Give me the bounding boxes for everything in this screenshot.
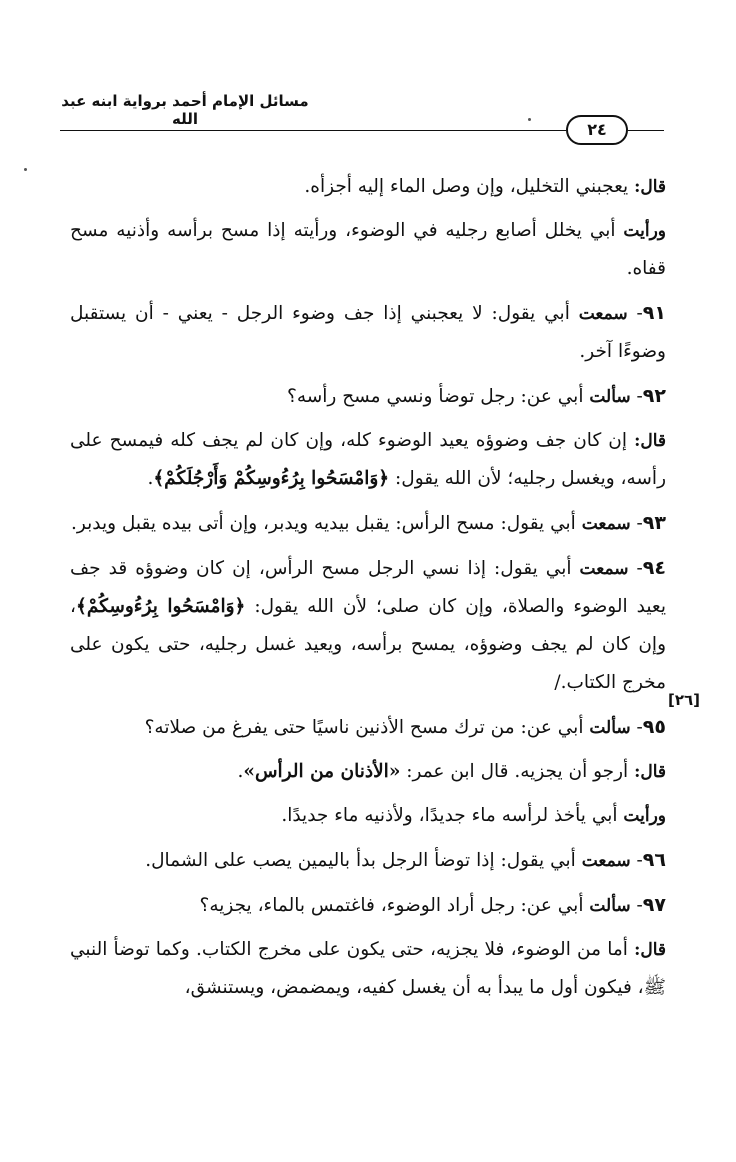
margin-page-reference: [٢٦] (668, 691, 701, 709)
quran-quote: ﴿وَامْسَحُوا بِرُءُوسِكُمْ﴾ (75, 596, 246, 617)
item-number: ٩٥ (642, 716, 666, 738)
numbered-paragraph (70, 294, 666, 371)
running-head-title: مسائل الإمام أحمد برواية ابنه عبد الله (61, 92, 309, 128)
numbered-paragraph (70, 886, 666, 925)
paragraph (70, 422, 666, 498)
keyword: سمعت (578, 304, 628, 324)
paragraph-text: أبي عن: رجل أراد الوضوء، فاغتمس بالماء، يجزيه؟ (199, 895, 590, 916)
item-number: ٩٣ (642, 512, 666, 534)
paragraph (70, 931, 666, 1007)
paragraph-text: أبي عن: رجل توضأ ونسي مسح رأسه؟ (287, 386, 590, 407)
item-dash: - (630, 386, 643, 407)
keyword: قال: (634, 762, 666, 782)
numbered-paragraph (70, 549, 666, 702)
header-rule-right (628, 130, 664, 131)
hadith-quote: «الأذنان من الرأس» (243, 761, 401, 782)
keyword: قال: (634, 940, 666, 960)
item-dash: - (630, 895, 643, 916)
numbered-paragraph (70, 841, 666, 880)
keyword: سألت (589, 718, 631, 738)
keyword: سألت (589, 896, 631, 916)
paragraph-text: أبي عن: من ترك مسح الأذنين ناسيًا حتى يفرغ من صلاته؟ (144, 717, 590, 738)
paragraph-text: إن كان جف وضوؤه يعيد الوضوء كله، وإن كان لم يجف كله فيمسح على رأسه، ويغسل رجليه؛ لأن الله يقول: (70, 430, 666, 489)
paragraph (70, 212, 666, 288)
header-rule-left (60, 130, 566, 131)
keyword: قال: (634, 177, 666, 197)
item-number: ٩٢ (642, 385, 666, 407)
quran-quote: ﴿وَامْسَحُوا بِرُءُوسِكُمْ وَأَرْجُلَكُمْ﴾ (153, 468, 390, 489)
paragraph-text: أبي يقول: مسح الرأس: يقبل بيديه ويدبر، وإن أتى بيده يقبل ويدبر. (71, 513, 582, 534)
item-dash: - (628, 558, 643, 579)
numbered-paragraph (70, 377, 666, 416)
item-number: ٩٤ (642, 557, 666, 579)
paragraph-text: أبي يأخذ لرأسه ماء جديدًا، ولأذنيه ماء جديدًا. (281, 805, 624, 826)
keyword: سمعت (581, 514, 631, 534)
keyword: قال: (634, 431, 666, 451)
keyword: ورأيت (623, 221, 666, 241)
main-text (70, 168, 666, 1013)
paragraph-text: أرجو أن يجزيه. قال ابن عمر: (400, 761, 635, 782)
keyword: سمعت (581, 851, 631, 871)
item-number: ٩٧ (642, 894, 666, 916)
speck-dot (528, 118, 531, 121)
paragraph-text: أبي يقول: لا يعجبني إذا جف وضوء الرجل - يعني - أن يستقبل وضوءًا آخر. (70, 303, 666, 362)
numbered-paragraph (70, 708, 666, 747)
paragraph-end: . (237, 761, 244, 782)
page-number: ٢٤ (566, 115, 628, 145)
paragraph-text: أبي يقول: إذا نسي الرجل مسح الرأس، إن كان وضوؤه قد جف يعيد الوضوء والصلاة، وإن كان صلى؛ لأن الله يقول: (70, 558, 666, 617)
paragraph-text: أبي يقول: إذا توضأ الرجل بدأ باليمين يصب على الشمال. (145, 850, 582, 871)
keyword: ورأيت (623, 806, 666, 826)
paragraph-text-continued: ، وإن كان لم يجف وضوؤه، يمسح برأسه، ويعيد غسل رجليه، حتى يكون على مخرج الكتاب./ (70, 596, 666, 693)
paragraph-text: يعجبني التخليل، وإن وصل الماء إليه أجزأه. (304, 176, 635, 197)
paragraph-text: أبي يخلل أصابع رجليه في الوضوء، ورأيته إذا مسح برأسه وأذنيه مسح قفاه. (70, 220, 666, 279)
paragraph (70, 797, 666, 835)
item-dash: - (627, 303, 643, 324)
numbered-paragraph (70, 504, 666, 543)
speck-dot (24, 168, 27, 171)
paragraph-text: أما من الوضوء، فلا يجزيه، حتى يكون على مخرج الكتاب. وكما توضأ النبي ﷺ، فيكون أول ما يبدأ به أن يغسل كفيه، ويمضمض، ويستنشق، (70, 939, 666, 998)
item-number: ٩١ (642, 302, 666, 324)
paragraph (70, 168, 666, 206)
paragraph-end: . (147, 468, 154, 489)
paragraph (70, 753, 666, 791)
keyword: سألت (589, 387, 631, 407)
keyword: سمعت (579, 559, 629, 579)
item-dash: - (630, 717, 643, 738)
item-dash: - (630, 850, 643, 871)
item-number: ٩٦ (642, 849, 666, 871)
item-dash: - (630, 513, 643, 534)
